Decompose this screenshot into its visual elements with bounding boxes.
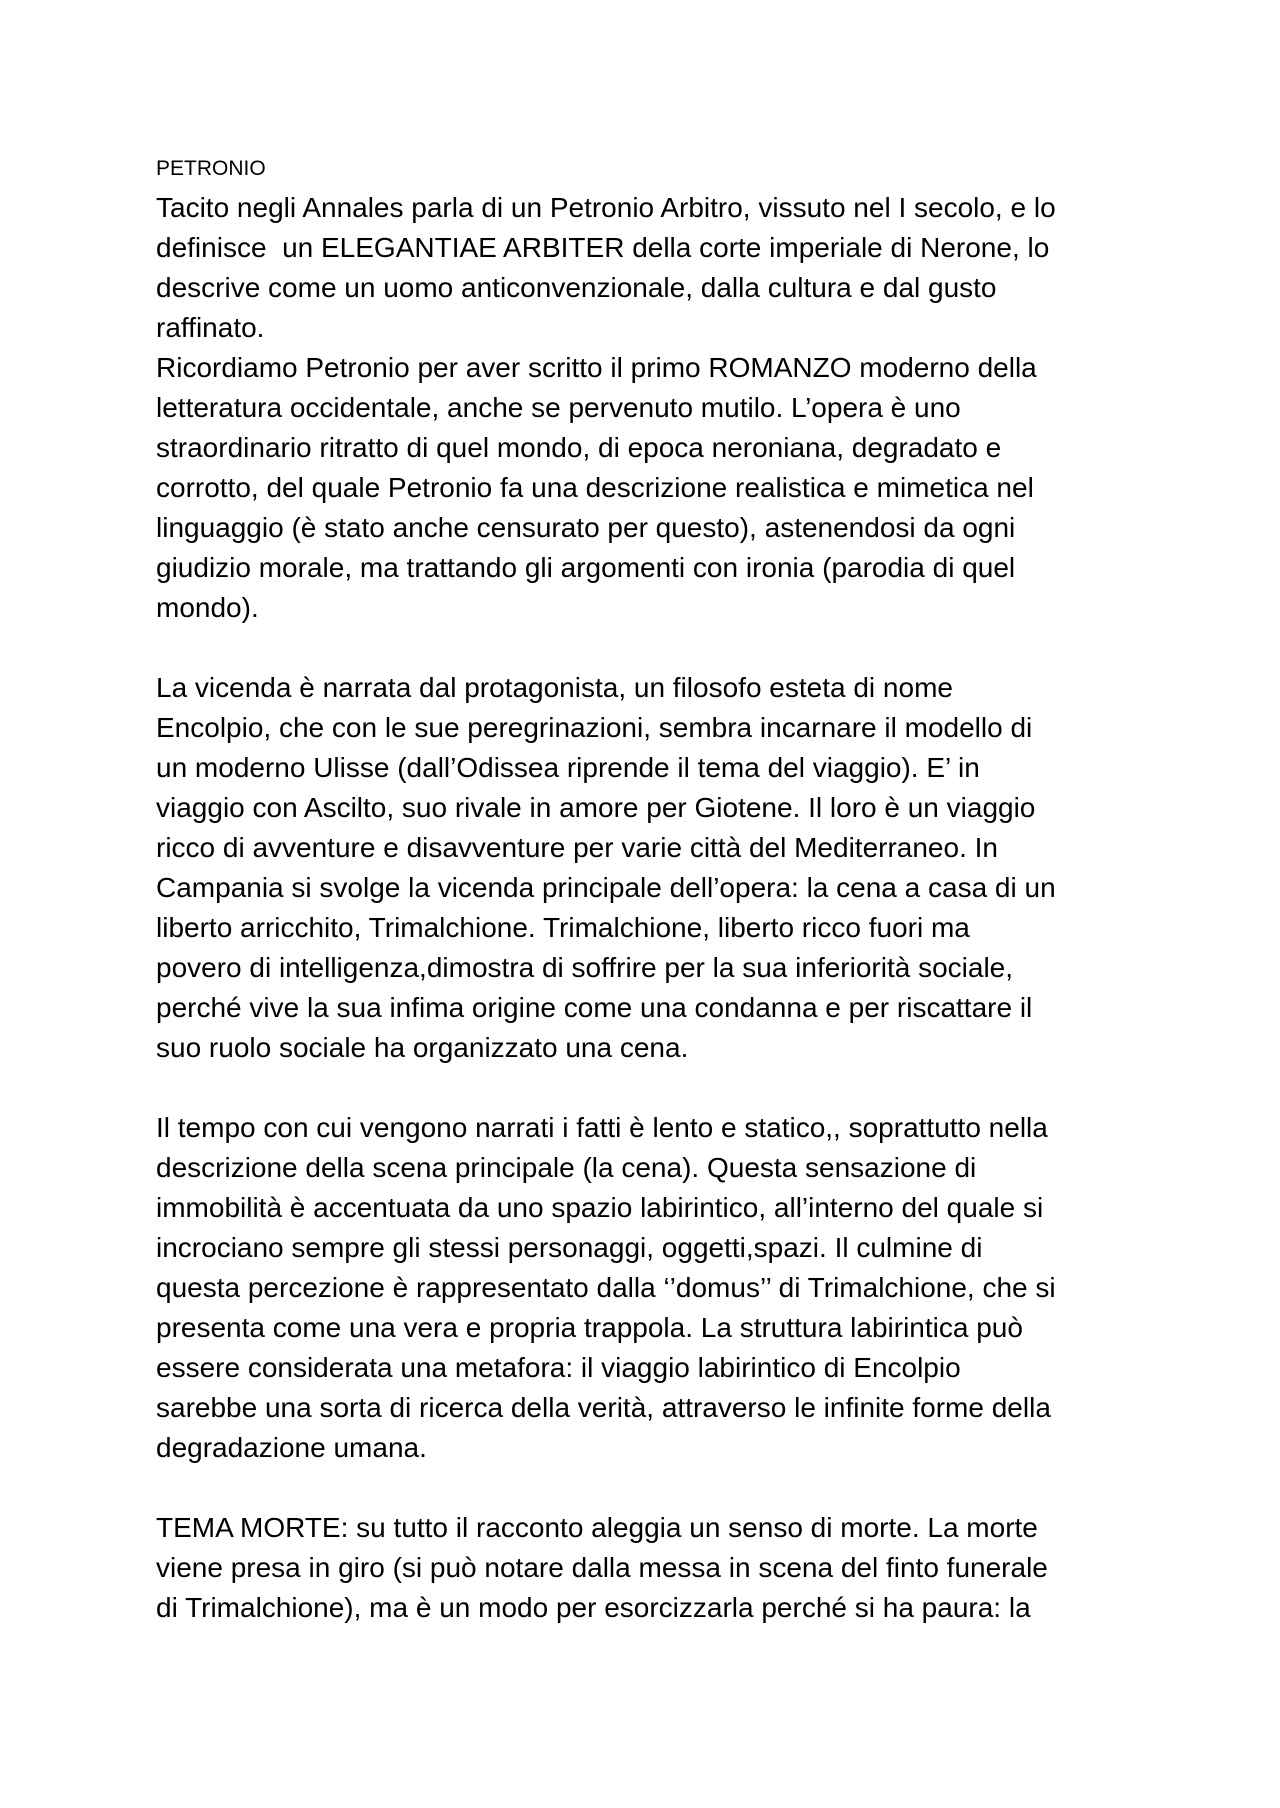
text-line: liberto arricchito, Trimalchione. Trimalchione, liberto ricco fuori ma bbox=[156, 912, 970, 943]
text-line: Encolpio, che con le sue peregrinazioni, sembra incarnare il modello di bbox=[156, 712, 1033, 743]
paragraph-gap bbox=[156, 1068, 1156, 1108]
text-line: La vicenda è narrata dal protagonista, un filosofo esteta di nome bbox=[156, 672, 953, 703]
text-line: raffinato. bbox=[156, 312, 265, 343]
text-line: descrive come un uomo anticonvenzionale, dalla cultura e dal gusto bbox=[156, 272, 997, 303]
text-line: letteratura occidentale, anche se pervenuto mutilo. L’opera è uno bbox=[156, 392, 961, 423]
text-line: sarebbe una sorta di ricerca della verità, attraverso le infinite forme della bbox=[156, 1392, 1051, 1423]
text-line: straordinario ritratto di quel mondo, di epoca neroniana, degradato e bbox=[156, 432, 1002, 463]
text-line: definisce un ELEGANTIAE ARBITER della corte imperiale di Nerone, lo bbox=[156, 232, 1050, 263]
document-body bbox=[156, 188, 1156, 1628]
text-line: essere considerata una metafora: il viaggio labirintico di Encolpio bbox=[156, 1352, 961, 1383]
text-line: descrizione della scena principale (la cena). Questa sensazione di bbox=[156, 1152, 977, 1183]
text-line: incrociano sempre gli stessi personaggi, oggetti,spazi. Il culmine di bbox=[156, 1232, 983, 1263]
text-line: Campania si svolge la vicenda principale dell’opera: la cena a casa di un bbox=[156, 872, 1056, 903]
text-line: questa percezione è rappresentato dalla ‘’domus’’ di Trimalchione, che si bbox=[156, 1272, 1056, 1303]
text-line: TEMA MORTE: su tutto il racconto aleggia un senso di morte. La morte bbox=[156, 1512, 1038, 1543]
text-line: corrotto, del quale Petronio fa una descrizione realistica e mimetica nel bbox=[156, 472, 1034, 503]
text-line: Ricordiamo Petronio per aver scritto il primo ROMANZO moderno della bbox=[156, 352, 1037, 383]
text-line: Il tempo con cui vengono narrati i fatti è lento e statico,, soprattutto nella bbox=[156, 1112, 1048, 1143]
text-line: Tacito negli Annales parla di un Petronio Arbitro, vissuto nel I secolo, e lo bbox=[156, 192, 1056, 223]
text-line: presenta come una vera e propria trappola. La struttura labirintica può bbox=[156, 1312, 1023, 1343]
text-line: suo ruolo sociale ha organizzato una cena. bbox=[156, 1032, 689, 1063]
text-line: di Trimalchione), ma è un modo per esorcizzarla perché si ha paura: la bbox=[156, 1592, 1031, 1623]
text-line: giudizio morale, ma trattando gli argomenti con ironia (parodia di quel bbox=[156, 552, 1016, 583]
text-line: un moderno Ulisse (dall’Odissea riprende il tema del viaggio). E’ in bbox=[156, 752, 980, 783]
text-line: perché vive la sua infima origine come una condanna e per riscattare il bbox=[156, 992, 1033, 1023]
paragraph-gap bbox=[156, 628, 1156, 668]
text-line: ricco di avventure e disavventure per varie città del Mediterraneo. In bbox=[156, 832, 998, 863]
text-line: povero di intelligenza,dimostra di soffrire per la sua inferiorità sociale, bbox=[156, 952, 1014, 983]
paragraph-gap bbox=[156, 1468, 1156, 1508]
text-line: immobilità è accentuata da uno spazio labirintico, all’interno del quale si bbox=[156, 1192, 1044, 1223]
text-line: viaggio con Ascilto, suo rivale in amore per Giotene. Il loro è un viaggio bbox=[156, 792, 1036, 823]
text-line: viene presa in giro (si può notare dalla messa in scena del finto funerale bbox=[156, 1552, 1048, 1583]
text-line: linguaggio (è stato anche censurato per questo), astenendosi da ogni bbox=[156, 512, 1016, 543]
document-title: PETRONIO bbox=[156, 157, 266, 180]
text-line: degradazione umana. bbox=[156, 1432, 427, 1463]
text-line: mondo). bbox=[156, 592, 259, 623]
